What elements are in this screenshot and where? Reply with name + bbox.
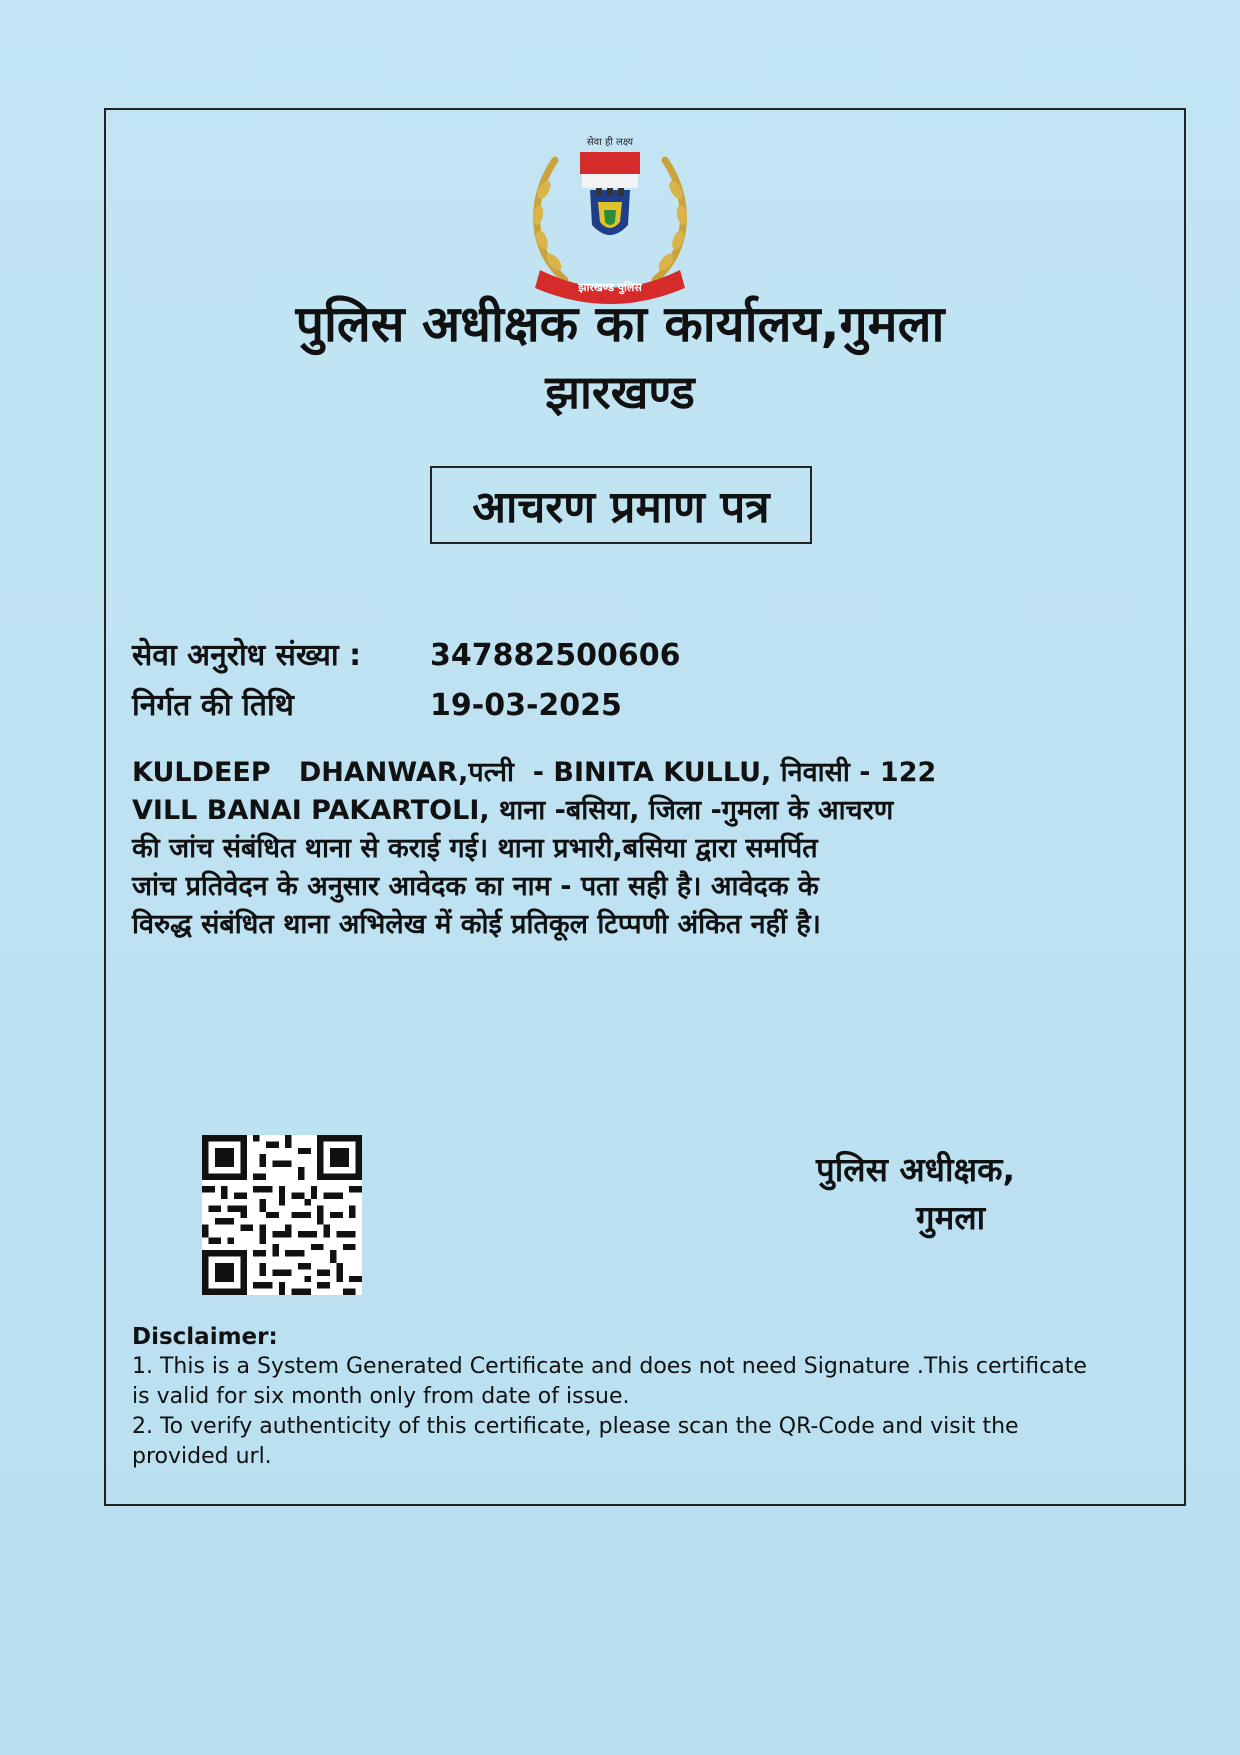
issue-date-value: 19-03-2025	[430, 688, 622, 723]
service-request-value: 347882500606	[430, 638, 681, 673]
body-line: KULDEEP DHANWAR,पत्नी - BINITA KULLU, निवासी - 122	[132, 757, 937, 788]
state-title: झारखण्ड	[545, 365, 695, 419]
certificate-body	[132, 754, 1132, 944]
body-line: विरुद्ध संबंधित थाना अभिलेख में कोई प्रतिकूल टिप्पणी अंकित नहीं है।	[132, 909, 821, 940]
disclaimer	[132, 1322, 1092, 1472]
body-line: की जांच संबंधित थाना से कराई गई। थाना प्रभारी,बसिया द्वारा समर्पित	[132, 833, 818, 864]
disclaimer-heading: Disclaimer:	[132, 1324, 278, 1350]
certificate-title: आचरण प्रमाण पत्र	[472, 482, 770, 533]
office-title: पुलिस अधीक्षक का कार्यालय,गुमला	[295, 295, 945, 353]
signatory-designation: पुलिस अधीक्षक,	[816, 1150, 1016, 1189]
emblem-motto: सेवा ही लक्ष्य	[586, 137, 634, 148]
disclaimer-item: 1. This is a System Generated Certificate and does not need Signature .This certificate is valid for six month only from date of issue.	[132, 1354, 1087, 1409]
body-line: VILL BANAI PAKARTOLI, थाना -बसिया, जिला -गुमला के आचरण	[132, 795, 894, 826]
issue-date-row	[132, 686, 622, 726]
issue-date-label: निर्गत की तिथि	[132, 688, 294, 723]
qr-code-icon[interactable]	[202, 1135, 362, 1295]
signatory-place: गुमला	[916, 1198, 986, 1237]
emblem-ribbon-text: झारखण्ड पुलिस	[578, 281, 642, 294]
service-request-row	[132, 636, 681, 676]
body-line: जांच प्रतिवेदन के अनुसार आवेदक का नाम - पता सही है। आवेदक के	[132, 871, 819, 902]
certificate-title-box	[430, 466, 812, 544]
disclaimer-item: 2. To verify authenticity of this certificate, please scan the QR-Code and visit the provided url.	[132, 1414, 1019, 1469]
service-request-label: सेवा अनुरोध संख्या :	[132, 638, 362, 673]
